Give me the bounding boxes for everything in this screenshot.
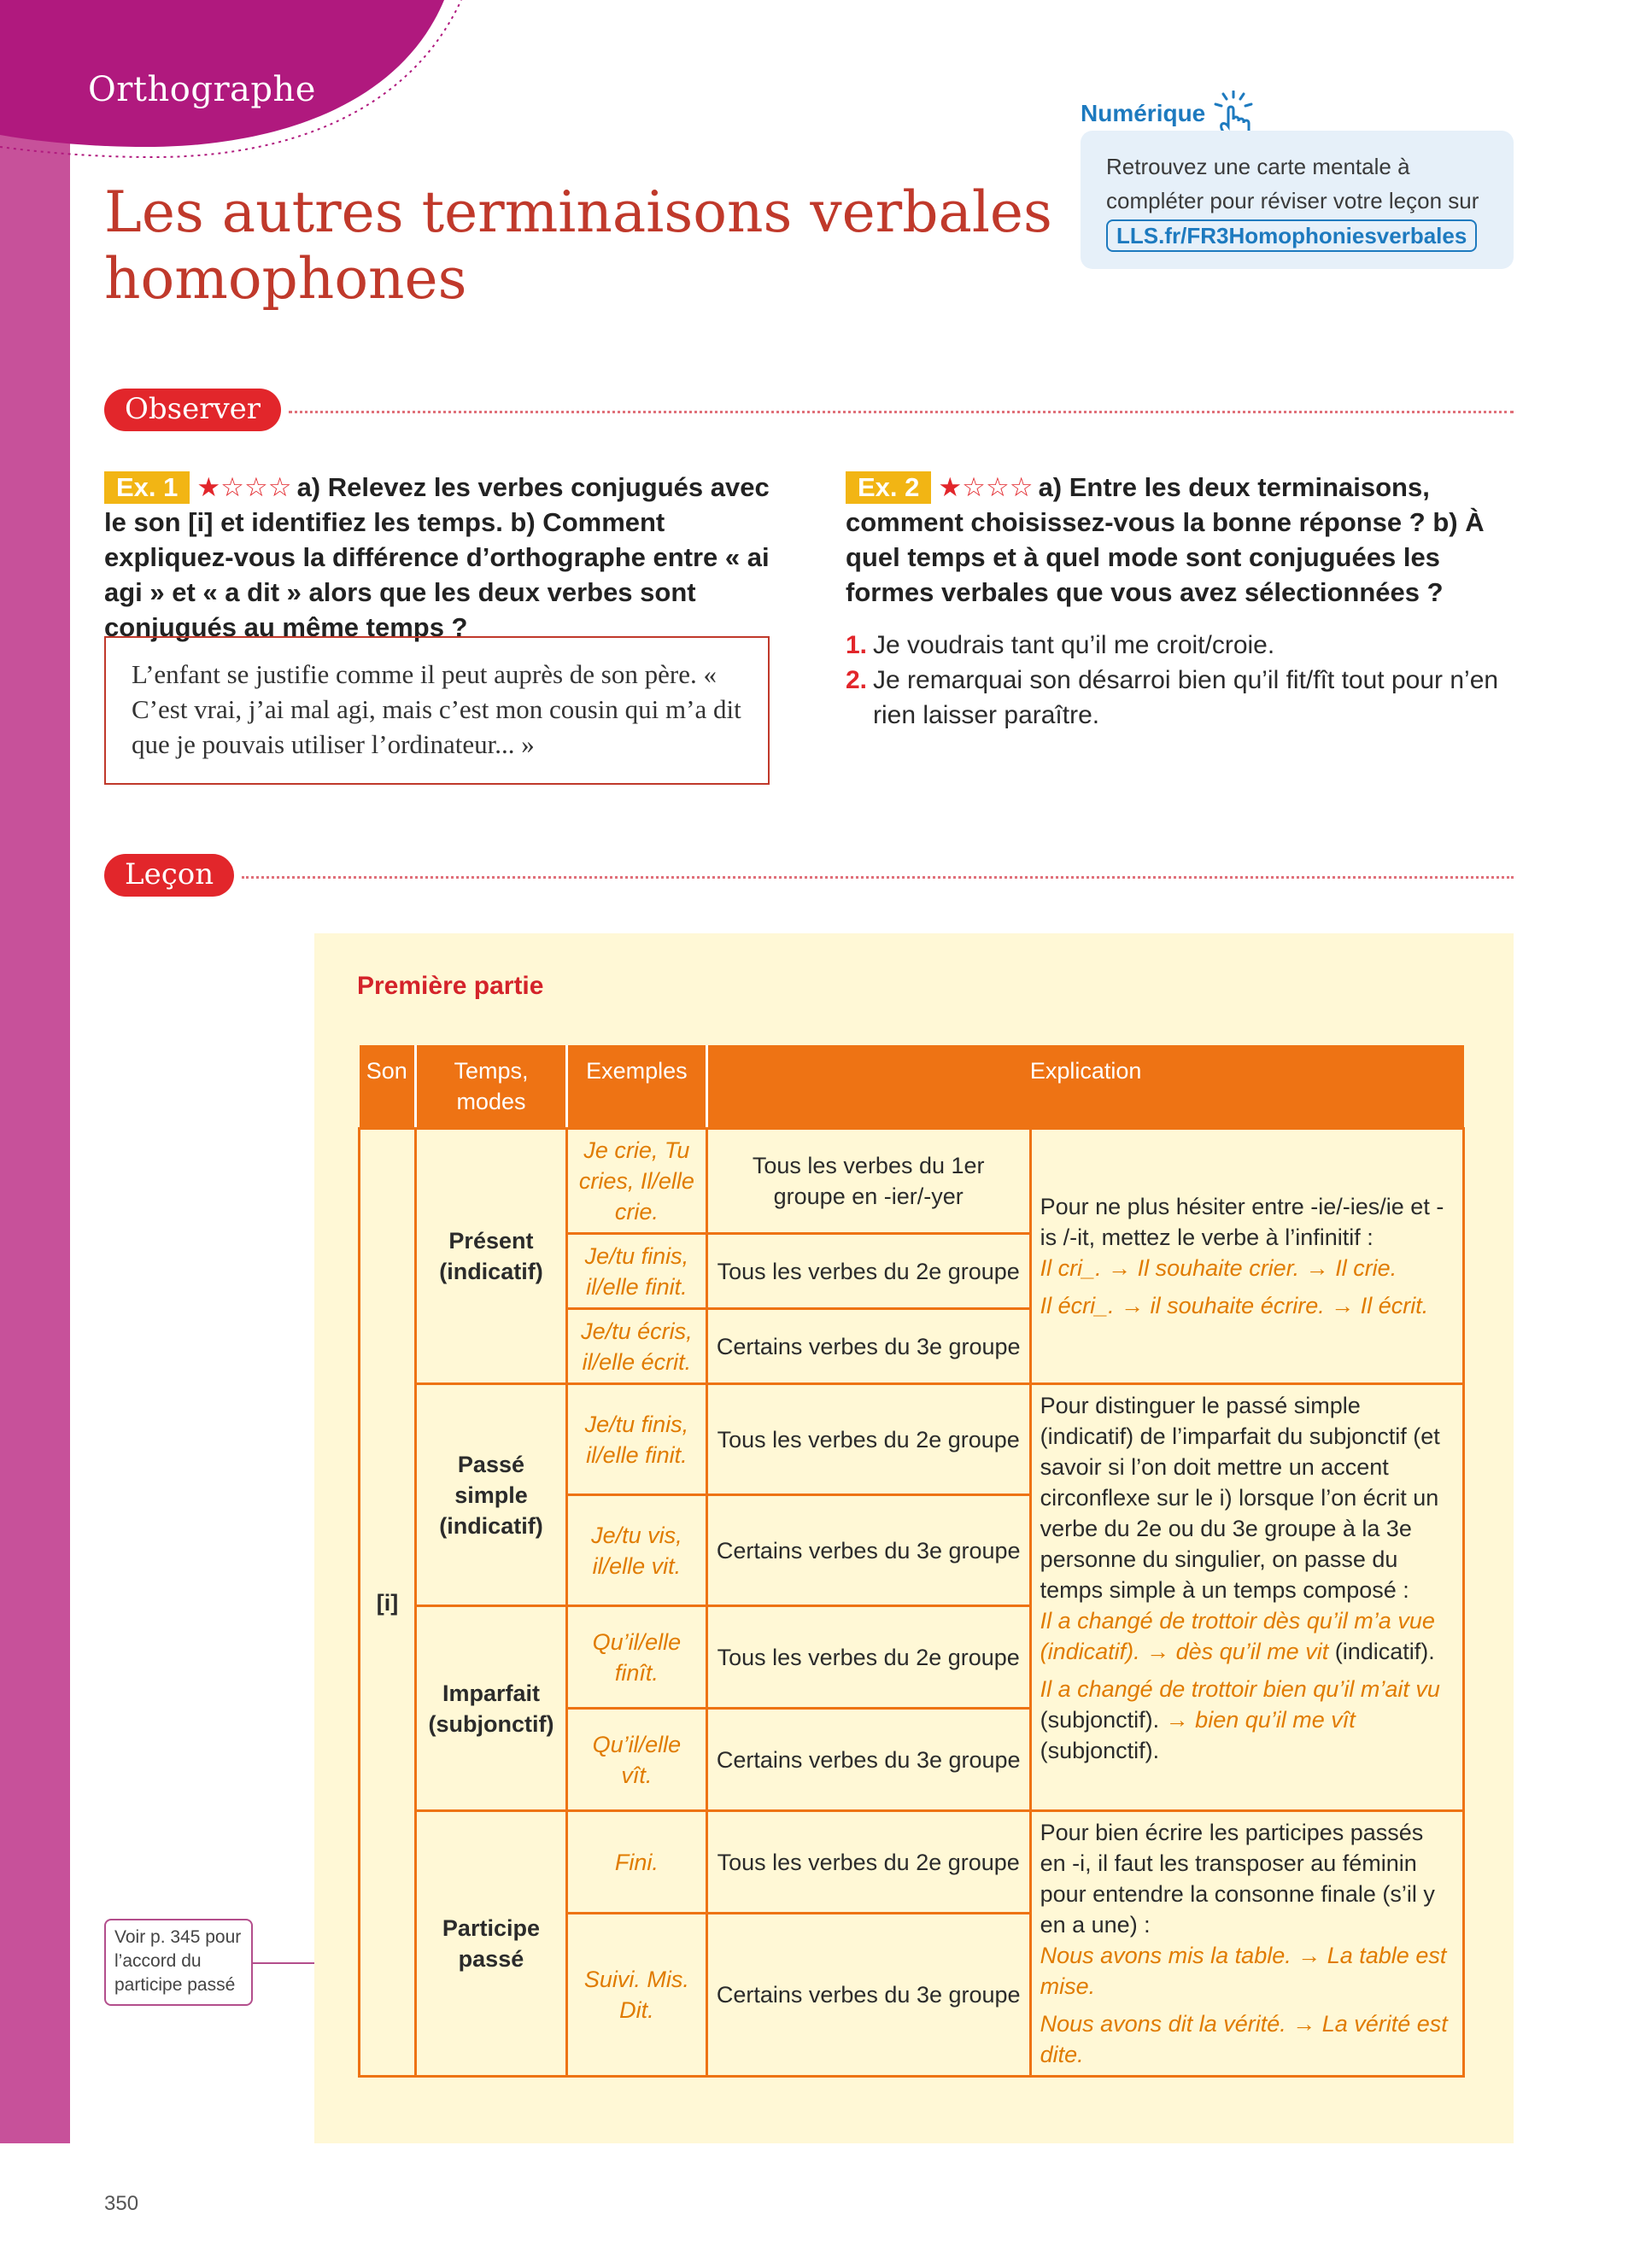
list-item: 2. Je remarquai son désarroi bien qu’il fit/fît tout pour n’en rien laisser paraître. [846, 666, 1499, 729]
page-title: Les autres terminaisons verbales homophones [104, 179, 1052, 312]
table-row: Participe passé Fini. Tous les verbes du 2e groupe Pour bien écrire les participes passés en -i, il faut les transposer au féminin pour entendre la consonne finale (s’il y en a une) : Nous avons mis la table. → La table est mise. Nous avons dit la vérité. → La vérité est dite. [360, 1811, 1464, 1914]
note-connector [253, 1962, 314, 1964]
section-label: Orthographe [88, 70, 316, 109]
exercise-badge: Ex. 2 [846, 471, 931, 504]
numerique-link[interactable]: LLS.fr/FR3Homophoniesverbales [1106, 219, 1477, 252]
table-row: Suivi. Mis. Dit. Certains verbes du 3e groupe [360, 1914, 1464, 2077]
left-margin-bar [0, 0, 70, 2143]
difficulty-stars: ★☆☆☆ [196, 472, 292, 502]
part-title: Première partie [357, 972, 544, 1000]
table-row: [i] Présent (indicatif) Je crie, Tu cries, Il/elle crie. Tous les verbes du 1er groupe en -ier/-yer Pour ne plus hésiter entre -ie/-ies/ie et -is /-it, mettez le verbe à l’infinitif : Il cri_. → Il souhaite crier. → Il crie. Il écri_. → il souhaite écrire. → Il écrit. [360, 1129, 1464, 1234]
table-row: Je/tu écris, il/elle écrit. Certains verbes du 3e groupe [360, 1309, 1464, 1384]
exercise-2-list [846, 628, 1514, 733]
table-row: Je/tu vis, il/elle vit. Certains verbes du 3e groupe [360, 1495, 1464, 1606]
exercise-badge: Ex. 1 [104, 471, 190, 504]
margin-note: Voir p. 345 pour l’accord du participe passé [104, 1919, 253, 2006]
numerique-label: Numérique [1081, 100, 1206, 126]
page-number: 350 [104, 2192, 139, 2215]
table-row: Imparfait (subjonctif) Qu’il/elle finît. Tous les verbes du 2e groupe [360, 1606, 1464, 1709]
divider [289, 411, 1514, 413]
observer-label: Observer [104, 389, 281, 431]
list-item: 1. Je voudrais tant qu’il me croit/croie. [846, 631, 1275, 659]
difficulty-stars: ★☆☆☆ [938, 472, 1034, 502]
lesson-table [358, 1045, 1465, 2078]
lecon-label: Leçon [104, 854, 234, 897]
table-row: Je/tu finis, il/elle finit. Tous les verbes du 2e groupe [360, 1234, 1464, 1309]
quote-box: L’enfant se justifie comme il peut auprès de son père. « C’est vrai, j’ai mal agi, mais c’est mon cousin qui m’a dit que je pouvais utiliser l’ordinateur... » [104, 636, 770, 785]
table-row: Passé simple (indicatif) Je/tu finis, il/elle finit. Tous les verbes du 2e groupe Pour distinguer le passé simple (indicatif) de l’imparfait du subjonctif (et savoir si l’on doit mettre un accent circonflexe sur le i) lorsque l’on écrit un verbe du 2e ou du 3e groupe à la 3e personne du singulier, on passe du temps simple à un temps composé : Il a changé de trottoir dès qu’il m’a vue (indicatif). → dès qu’il me vit (indicatif). Il a changé de trottoir bien qu’il m’ait vu (subjonctif). → bien qu’il me vît (subjonctif). [360, 1384, 1464, 1495]
table-header-row: Son Temps, modes Exemples Explication [360, 1045, 1464, 1129]
divider [242, 876, 1514, 879]
table-row: Qu’il/elle vît. Certains verbes du 3e groupe [360, 1709, 1464, 1811]
exercise-1: Ex. 1 ★☆☆☆ a) Relevez les verbes conjugués avec le son [i] et identifiez les temps. b) Comment expliquez-vous la différence d’orthographe entre « ai agi » et « a dit » alors que les deux verbes sont conjugués au même temps ? [104, 472, 770, 642]
exercise-2: Ex. 2 ★☆☆☆ a) Entre les deux terminaisons, comment choisissez-vous la bonne réponse ? b) À quel temps et à quel mode sont conjuguées les formes verbales que vous avez sélectionnées ? [846, 472, 1485, 607]
numerique-box: Retrouvez une carte mentale à compléter pour réviser votre leçon sur LLS.fr/FR3Homophoniesverbales [1081, 131, 1514, 269]
